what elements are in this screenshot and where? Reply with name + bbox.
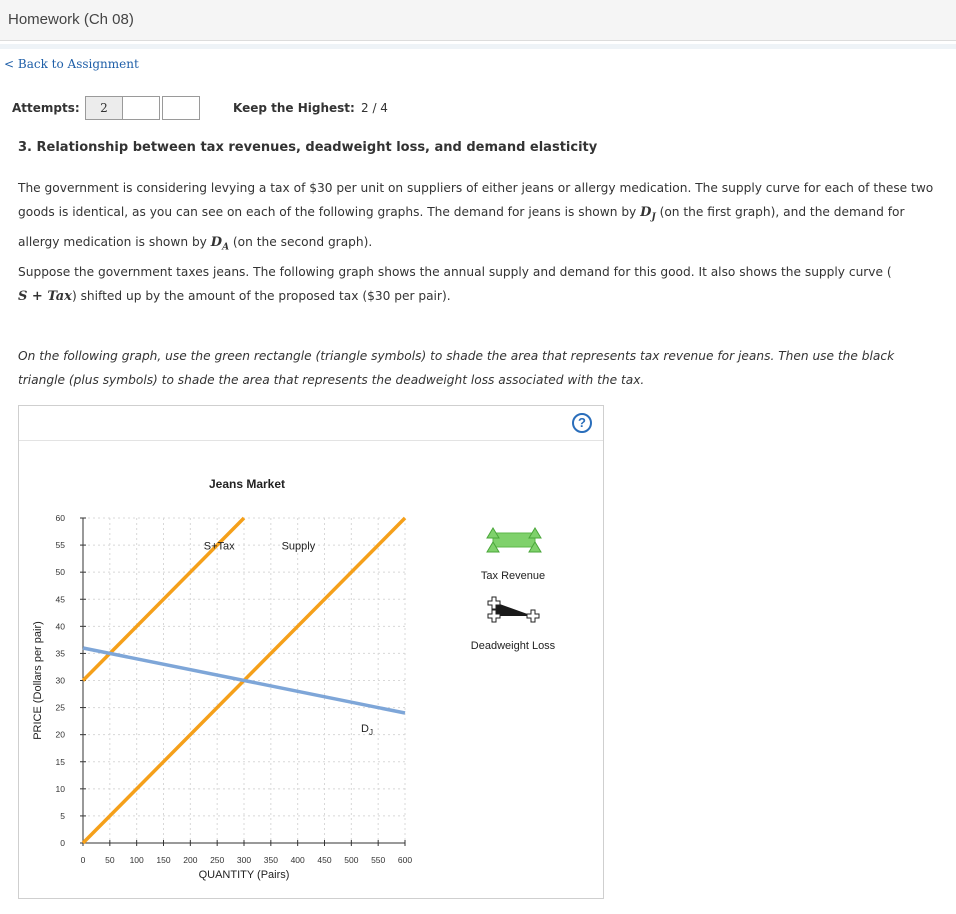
- demand-jeans-symbol: $D_J$: [640, 205, 656, 223]
- y-tick-label: 50: [55, 567, 65, 578]
- chevron-left-icon: <: [4, 57, 15, 71]
- keep-highest-value: 2 / 4: [361, 101, 388, 115]
- x-tick-label: 150: [156, 855, 171, 865]
- assignment-title: Homework (Ch 08): [8, 11, 134, 28]
- back-link-label: Back to Assignment: [17, 57, 139, 71]
- x-tick-label: 300: [236, 855, 252, 865]
- y-tick-label: 45: [55, 594, 65, 605]
- y-tick-label: 25: [55, 702, 65, 713]
- demand-allergy-symbol: $D_A$: [210, 234, 230, 253]
- x-tick-label: 50: [105, 855, 115, 865]
- x-tick-label: 550: [371, 855, 386, 865]
- question-paragraph-1: The government is considering levying a tax of $30 per unit on suppliers of either jeans or allergy medication. The supply curve for each of these two goods is identical, as you can see on each of the following graphs. The demand for jeans is shown by $D_J$ (on the first graph), and the demand for allergy medication is shown by $D_A$ (on the second graph).: [18, 181, 934, 253]
- deadweight-loss-tool[interactable]: [471, 597, 556, 652]
- chart-title: Jeans Market: [208, 477, 286, 491]
- y-tick-label: 40: [55, 621, 65, 632]
- y-tick-label: 20: [55, 729, 65, 740]
- attempt-box-2: [122, 96, 160, 120]
- x-tick-label: 500: [344, 855, 359, 865]
- series-label-supply: Supply: [281, 540, 316, 553]
- attempt-box-3: [162, 96, 200, 120]
- attempts-label: Attempts:: [12, 101, 80, 115]
- x-tick-label: 0: [80, 855, 86, 865]
- deadweight-loss-label: Deadweight Loss: [470, 640, 556, 652]
- keep-highest-label: Keep the Highest:: [233, 101, 355, 115]
- x-tick-label: 450: [317, 855, 332, 865]
- question-paragraph-2: Suppose the government taxes jeans. The following graph shows the annual supply and demand for this good. It also shows the supply curve ( S + Tax) shifted up by the amount of the proposed tax ($30 per pair).: [18, 265, 892, 304]
- y-tick-label: 10: [55, 783, 65, 794]
- graph-panel: [18, 405, 604, 899]
- graph-instructions: On the following graph, use the green rectangle (triangle symbols) to shade the area that represents tax revenue for jeans. Then use the black triangle (plus symbols) to shade the area that represents the deadweight loss associated with the tax.: [18, 349, 895, 387]
- back-to-assignment-link[interactable]: [4, 57, 139, 71]
- header-divider: [0, 44, 956, 49]
- series-label-demand: $D_J$: [360, 722, 373, 737]
- y-tick-label: 15: [55, 756, 65, 767]
- x-tick-label: 100: [129, 855, 144, 865]
- y-tick-label: 0: [60, 838, 65, 848]
- s-plus-tax-symbol: S + Tax: [18, 289, 72, 304]
- x-tick-label: 350: [263, 855, 278, 865]
- x-tick-label: 400: [290, 855, 305, 865]
- green-rectangle-icon: [493, 533, 535, 547]
- y-axis-label: PRICE (Dollars per pair): [32, 621, 44, 740]
- tax-revenue-label: Tax Revenue: [480, 570, 546, 582]
- series-label-s-plus-tax: S+Tax: [203, 540, 235, 553]
- help-icon[interactable]: ?: [572, 413, 592, 433]
- tax-revenue-tool[interactable]: [481, 528, 545, 582]
- y-tick-label: 35: [55, 648, 65, 659]
- top-bar: [0, 0, 956, 41]
- y-tick-label: 60: [55, 513, 65, 523]
- x-tick-label: 600: [397, 855, 413, 865]
- jeans-market-chart: [19, 406, 603, 898]
- y-tick-label: 5: [60, 810, 65, 821]
- question-title: 3. Relationship between tax revenues, deadweight loss, and demand elasticity: [18, 140, 598, 155]
- x-tick-label: 200: [183, 855, 198, 865]
- x-tick-label: 250: [210, 855, 225, 865]
- x-axis-label: QUANTITY (Pairs): [198, 869, 290, 881]
- y-tick-label: 30: [55, 675, 65, 686]
- plus-symbol-icon: [527, 610, 539, 622]
- attempt-box-1: 2: [85, 96, 123, 120]
- y-tick-label: 55: [55, 540, 65, 551]
